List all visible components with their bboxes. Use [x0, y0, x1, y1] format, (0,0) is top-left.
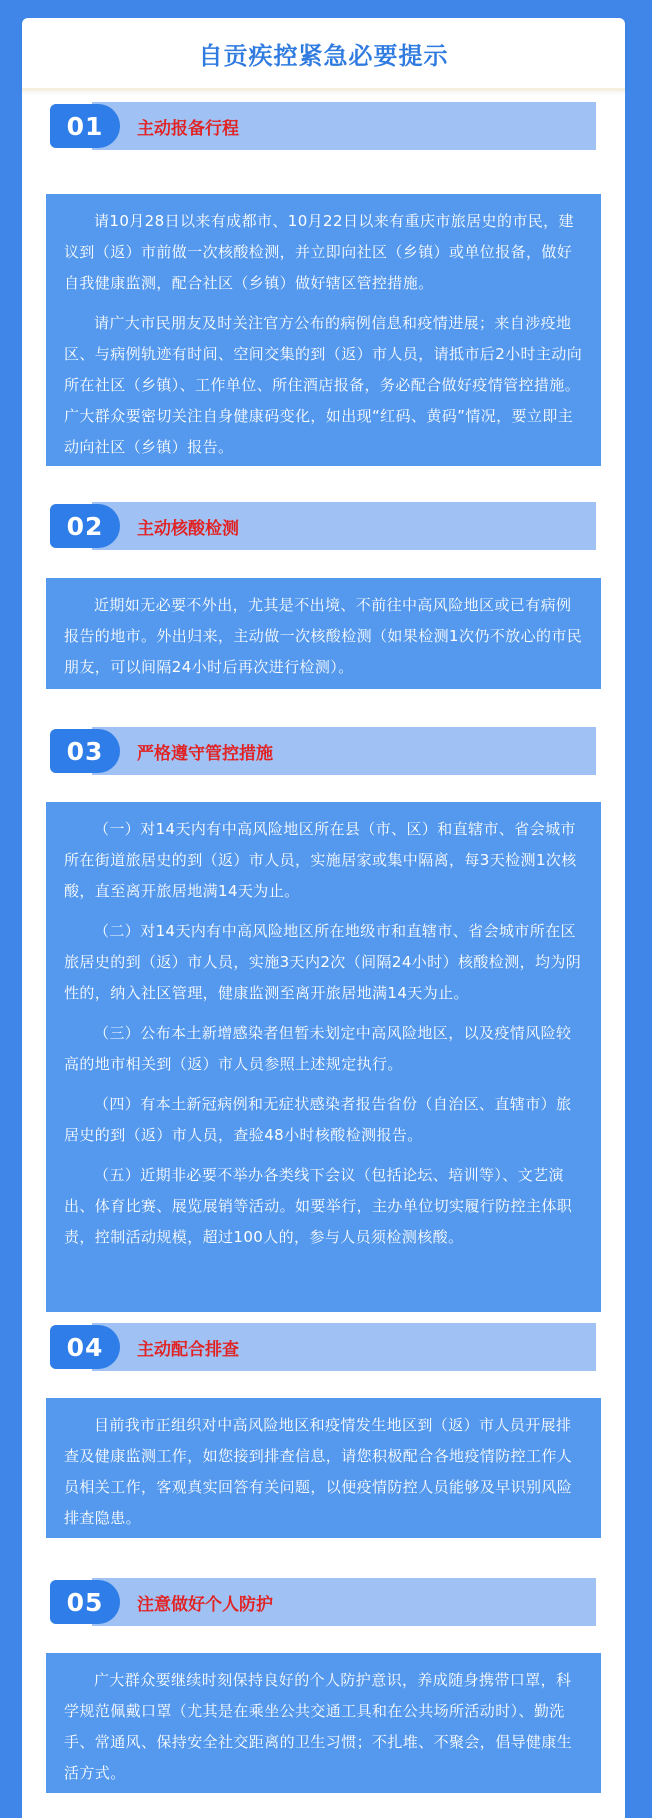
paragraph: （一）对14天内有中高风险地区所在县（市、区）和直辖市、省会城市所在街道旅居史的到（返）市人员，实施居家或集中隔离，每3天检测1次核酸，直至离开旅居地满14天为止。 — [64, 820, 577, 900]
section-01-body — [46, 194, 601, 466]
section-number-badge: 01 — [50, 104, 120, 148]
section-04-body — [46, 1398, 601, 1538]
paragraph: （四）有本土新冠病例和无症状感染者报告省份（自治区、直辖市）旅居史的到（返）市人员，查验48小时核酸检测报告。 — [64, 1095, 572, 1144]
paragraph: 请10月28日以来有成都市、10月22日以来有重庆市旅居史的市民，建议到（返）市前做一次核酸检测，并立即向社区（乡镇）或单位报备，做好自我健康监测，配合社区（乡镇）做好辖区管控措施。 — [64, 212, 574, 292]
section-01-header — [50, 102, 596, 150]
section-number-badge: 05 — [50, 1580, 120, 1624]
section-heading: 严格遵守管控措施 — [137, 743, 273, 764]
section-02-body — [46, 578, 601, 689]
section-heading: 主动配合排查 — [137, 1339, 239, 1360]
section-02-header — [50, 502, 596, 550]
section-04-header — [50, 1323, 596, 1371]
title-bar — [22, 18, 625, 91]
paragraph: （三）公布本土新增感染者但暂未划定中高风险地区，以及疫情风险较高的地市相关到（返）市人员参照上述规定执行。 — [64, 1024, 572, 1073]
section-number-badge: 03 — [50, 729, 120, 773]
section-heading: 主动核酸检测 — [137, 518, 239, 539]
section-05-body — [46, 1653, 601, 1793]
paragraph: 目前我市正组织对中高风险地区和疫情发生地区到（返）市人员开展排查及健康监测工作，如您接到排查信息，请您积极配合各地疫情防控工作人员相关工作，客观真实回答有关问题，以便疫情防控人员能够及早识别风险排查隐患。 — [64, 1416, 573, 1527]
paragraph: 请广大市民朋友及时关注官方公布的病例信息和疫情进展；来自涉疫地区、与病例轨迹有时间、空间交集的到（返）市人员，请抵市后2小时主动向所在社区（乡镇）、工作单位、所住酒店报备，务必配合做好疫情管控措施。广大群众要密切关注自身健康码变化，如出现“红码、黄码”情况，要立即主动向社区（乡镇）报告。 — [64, 314, 583, 456]
section-03-body — [46, 802, 601, 1312]
article-page — [22, 18, 625, 1818]
paragraph: （二）对14天内有中高风险地区所在地级市和直辖市、省会城市所在区旅居史的到（返）市人员，实施3天内2次（间隔24小时）核酸检测，均为阴性的，纳入社区管理，健康监测至离开旅居地满14天为止。 — [64, 922, 582, 1002]
section-heading: 注意做好个人防护 — [137, 1594, 273, 1615]
paragraph: （五）近期非必要不举办各类线下会议（包括论坛、培训等）、文艺演出、体育比赛、展览展销等活动。如要举行，主办单位切实履行防控主体职责，控制活动规模，超过100人的，参与人员须检测核酸。 — [64, 1166, 573, 1246]
section-heading: 主动报备行程 — [137, 118, 239, 139]
paragraph: 广大群众要继续时刻保持良好的个人防护意识，养成随身携带口罩，科学规范佩戴口罩（尤其是在乘坐公共交通工具和在公共场所活动时）、勤洗手、常通风、保持安全社交距离的卫生习惯；不扎堆、不聚会，倡导健康生活方式。 — [64, 1671, 573, 1782]
section-03-header — [50, 727, 596, 775]
section-05-header — [50, 1578, 596, 1626]
section-number-badge: 02 — [50, 504, 120, 548]
section-number-badge: 04 — [50, 1325, 120, 1369]
paragraph: 近期如无必要不外出，尤其是不出境、不前往中高风险地区或已有病例报告的地市。外出归来，主动做一次核酸检测（如果检测1次仍不放心的市民朋友，可以间隔24小时后再次进行检测）。 — [64, 596, 583, 676]
page-title: 自贡疾控紧急必要提示 — [198, 41, 449, 70]
